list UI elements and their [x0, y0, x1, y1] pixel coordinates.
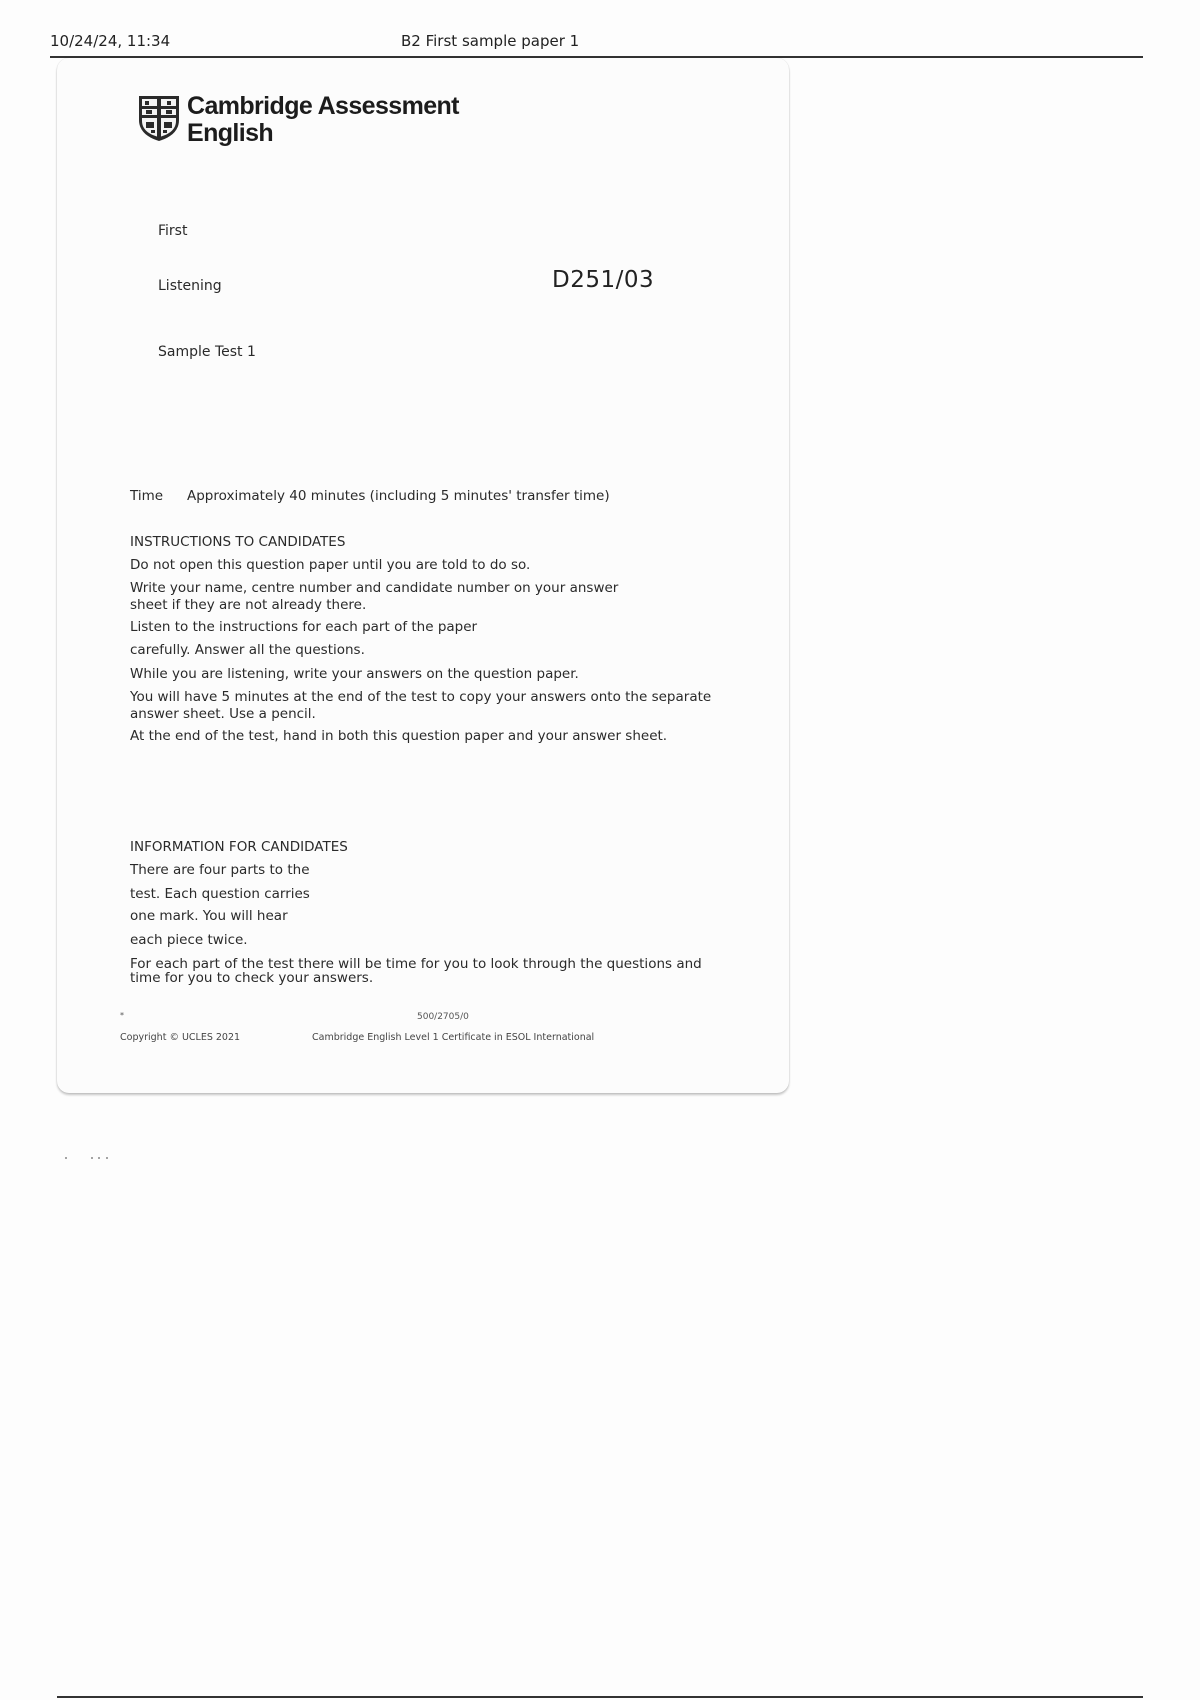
instruction-item: carefully. Answer all the questions.	[130, 642, 365, 658]
logo-wordmark-line2: English	[187, 119, 274, 147]
instruction-item: Write your name, centre number and candidate number on your answer sheet if they are not already there.	[130, 580, 619, 613]
print-title: B2 First sample paper 1	[401, 32, 580, 50]
stray-marks	[65, 1157, 125, 1163]
exam-component: Listening	[158, 278, 222, 294]
time-value: Approximately 40 minutes (including 5 minutes' transfer time)	[187, 488, 610, 504]
certificate-name: Cambridge English Level 1 Certificate in ESOL International	[312, 1032, 595, 1043]
paper-code: D251/03	[552, 267, 655, 293]
exam-cover-page	[57, 58, 789, 1093]
instruction-item: Listen to the instructions for each part of the paper	[130, 619, 478, 635]
time-label: Time	[130, 488, 164, 504]
sample-test-label: Sample Test 1	[158, 344, 256, 360]
qualification-code: 500/2705/0	[417, 1012, 469, 1022]
cambridge-logo	[137, 92, 459, 150]
copyright-notice: Copyright © UCLES 2021	[120, 1032, 241, 1043]
information-item: There are four parts to the	[130, 862, 310, 878]
print-header	[50, 30, 1143, 58]
instruction-item: You will have 5 minutes at the end of the test to copy your answers onto the separate answer sheet. Use a pencil.	[130, 689, 712, 722]
print-date: 10/24/24, 11:34	[50, 32, 171, 50]
bottom-rule	[57, 1696, 1143, 1698]
instruction-item: At the end of the test, hand in both this question paper and your answer sheet.	[130, 728, 668, 744]
information-item: one mark. You will hear	[130, 908, 288, 924]
information-heading: INFORMATION FOR CANDIDATES	[130, 839, 348, 855]
cambridge-shield-icon	[137, 94, 181, 142]
exam-level: First	[158, 223, 188, 239]
time-row	[130, 488, 610, 504]
information-item: each piece twice.	[130, 932, 248, 948]
footer-mark: *	[120, 1011, 124, 1020]
information-item: For each part of the test there will be time for you to look through the questions and time for you to check your answers.	[130, 956, 702, 986]
information-item: test. Each question carries	[130, 886, 310, 902]
instruction-item: Do not open this question paper until you are told to do so.	[130, 557, 531, 573]
logo-wordmark-line1: Cambridge Assessment	[187, 92, 459, 120]
instructions-heading: INSTRUCTIONS TO CANDIDATES	[130, 534, 346, 550]
instruction-item: While you are listening, write your answers on the question paper.	[130, 666, 579, 682]
